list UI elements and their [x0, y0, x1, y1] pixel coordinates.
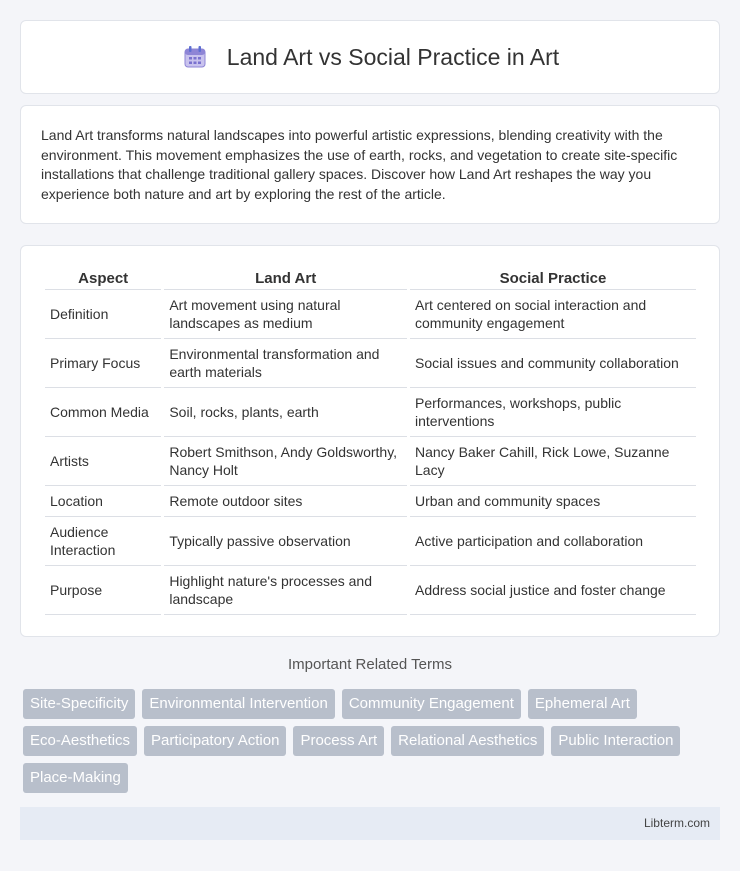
table-cell: Social issues and community collaboration: [410, 339, 696, 388]
table-cell: Purpose: [45, 566, 161, 615]
table-cell: Address social justice and foster change: [410, 566, 696, 615]
table-cell: Artists: [45, 437, 161, 486]
table-row: [45, 566, 696, 615]
term-tag[interactable]: Environmental Intervention: [142, 689, 334, 719]
table-cell: Active participation and collaboration: [410, 517, 696, 566]
header-aspect: Aspect: [45, 266, 161, 290]
intro-text: Land Art transforms natural landscapes into powerful artistic expressions, blending creativity with the environment. This movement emphasizes the use of earth, rocks, and vegetation to create site-specific installations that challenge traditional gallery spaces. Discover how Land Art reshapes the way you experience both nature and art by exploring the rest of the article.: [41, 127, 678, 202]
term-tag[interactable]: Process Art: [293, 726, 384, 756]
header-card: [20, 20, 720, 94]
table-cell: Highlight nature's processes and landscape: [164, 566, 407, 615]
comparison-table: [42, 266, 699, 615]
table-cell: Remote outdoor sites: [164, 486, 407, 517]
term-tag[interactable]: Place-Making: [23, 763, 128, 793]
table-cell: Common Media: [45, 388, 161, 437]
footer-link[interactable]: Libterm.com: [643, 816, 710, 830]
table-row: [45, 339, 696, 388]
header-land-art: Land Art: [164, 266, 407, 290]
term-tag[interactable]: Community Engagement: [342, 689, 521, 719]
table-cell: Robert Smithson, Andy Goldsworthy, Nancy Holt: [164, 437, 407, 486]
related-terms-list: [23, 689, 713, 793]
title-wrap: [181, 43, 559, 71]
intro-card: [20, 105, 720, 224]
related-terms-title: Important Related Terms: [288, 656, 452, 673]
term-tag[interactable]: Site-Specificity: [23, 689, 135, 719]
term-tag[interactable]: Participatory Action: [144, 726, 286, 756]
table-cell: Soil, rocks, plants, earth: [164, 388, 407, 437]
term-tag[interactable]: Relational Aesthetics: [391, 726, 544, 756]
table-cell: Definition: [45, 290, 161, 339]
table-cell: Urban and community spaces: [410, 486, 696, 517]
calendar-icon: [181, 43, 209, 71]
term-tag[interactable]: Ephemeral Art: [528, 689, 637, 719]
table-cell: Performances, workshops, public interventions: [410, 388, 696, 437]
term-tag[interactable]: Eco-Aesthetics: [23, 726, 137, 756]
footer: [20, 807, 720, 840]
table-row: [45, 388, 696, 437]
table-cell: Environmental transformation and earth materials: [164, 339, 407, 388]
table-row: [45, 437, 696, 486]
table-row: [45, 517, 696, 566]
table-cell: Art movement using natural landscapes as medium: [164, 290, 407, 339]
comparison-table-card: [20, 245, 720, 637]
table-cell: Audience Interaction: [45, 517, 161, 566]
table-cell: Art centered on social interaction and community engagement: [410, 290, 696, 339]
term-tag[interactable]: Public Interaction: [551, 726, 680, 756]
table-cell: Typically passive observation: [164, 517, 407, 566]
table-row: [45, 290, 696, 339]
table-header-row: [45, 266, 696, 290]
table-cell: Location: [45, 486, 161, 517]
table-row: [45, 486, 696, 517]
page-title: Land Art vs Social Practice in Art: [226, 43, 560, 70]
header-social-practice: Social Practice: [410, 266, 696, 290]
table-cell: Primary Focus: [45, 339, 161, 388]
table-cell: Nancy Baker Cahill, Rick Lowe, Suzanne Lacy: [410, 437, 696, 486]
